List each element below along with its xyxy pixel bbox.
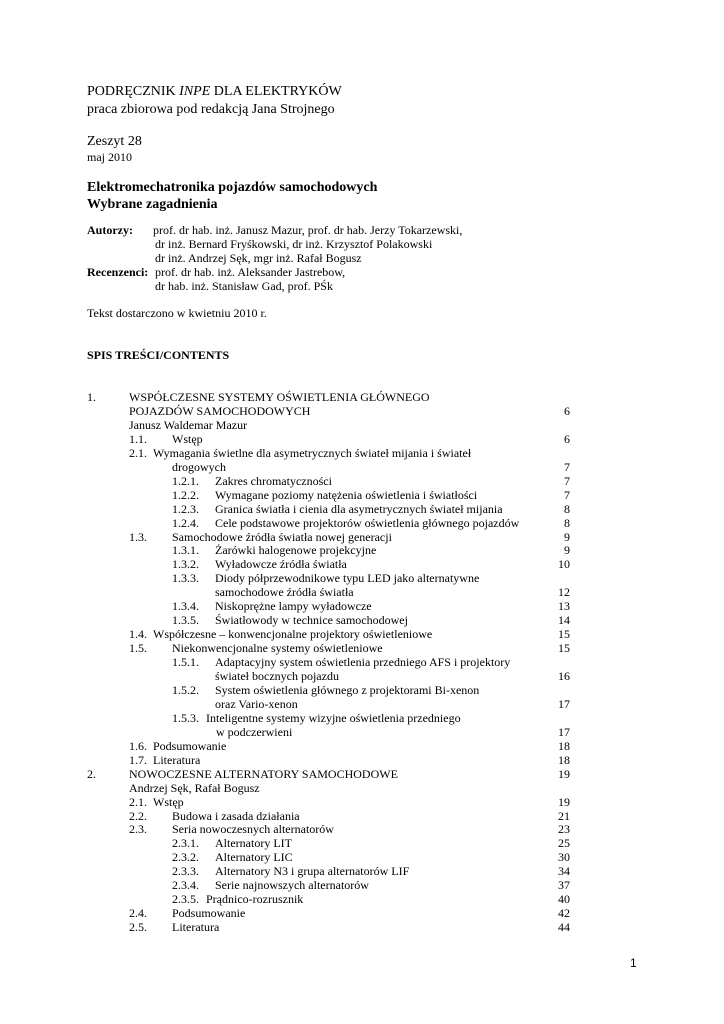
toc-entry-title: Granica światła i cienia dla asymetrycznych świateł mijania: [215, 501, 503, 516]
toc-entry-page: 18: [558, 752, 570, 767]
toc-entry-number: 1.2.3.: [172, 501, 199, 516]
toc-entry-title: Adaptacyjny system oświetlenia przedniego AFS i projektory: [215, 655, 511, 670]
toc-entry: [0, 432, 724, 446]
toc-entry-number: 1.2.1.: [172, 473, 199, 488]
toc-entry-number: 1.3.5.: [172, 613, 199, 628]
toc-entry-number: 2.3.: [129, 822, 147, 837]
toc-entry-number: 1.6.: [129, 738, 147, 753]
toc-entry: [0, 627, 724, 641]
document-title: Elektromechatronika pojazdów samochodowych: [87, 180, 378, 195]
toc-entry-number: 1.4.: [129, 627, 147, 642]
toc-entry: [0, 725, 724, 739]
toc-entry-number: 2.1.: [129, 794, 147, 809]
toc-entry-title: Wymagane poziomy natężenia oświetlenia i światłości: [215, 487, 478, 502]
toc-entry: [0, 613, 724, 627]
toc-entry-title: Podsumowanie: [153, 738, 227, 753]
toc-entry-number: 1.1.: [129, 431, 147, 446]
toc-entry-page: 15: [558, 627, 570, 642]
toc-entry-number: 1.3.2.: [172, 557, 199, 572]
toc-entry-page: 10: [558, 557, 570, 572]
toc-entry-page: 42: [558, 906, 570, 921]
toc-entry-page: 7: [564, 459, 570, 474]
toc-entry-page: 17: [558, 724, 570, 739]
series-title-part: PODRĘCZNIK: [87, 84, 180, 99]
toc-entry: [0, 404, 724, 418]
toc-entry-number: 1.5.2.: [172, 682, 199, 697]
toc-entry: [0, 418, 724, 432]
toc-entry: [0, 488, 724, 502]
toc-entry: [0, 530, 724, 544]
toc-entry-page: 25: [558, 836, 570, 851]
toc-entry: [0, 557, 724, 571]
toc-entry: [0, 836, 724, 850]
toc-entry: [0, 446, 724, 460]
toc-heading: SPIS TREŚCI/CONTENTS: [87, 348, 230, 362]
toc-entry: [0, 641, 724, 655]
toc-entry-title: Literatura: [172, 920, 220, 935]
toc-entry: [0, 683, 724, 697]
toc-entry-title: Wymagania świetlne dla asymetrycznych świateł mijania i świateł: [153, 445, 472, 460]
toc-entry: [0, 850, 724, 864]
toc-entry-page: 44: [558, 920, 570, 935]
toc-entry-page: 21: [558, 808, 570, 823]
toc-entry-title: Literatura: [153, 752, 201, 767]
toc-entry-page: 9: [564, 543, 570, 558]
issue-date: maj 2010: [87, 150, 132, 164]
toc-entry-page: 12: [558, 585, 570, 600]
toc-entry: [0, 655, 724, 669]
delivery-note: Tekst dostarczono w kwietniu 2010 r.: [87, 306, 267, 320]
toc-entry: [0, 390, 724, 404]
toc-entry-number: 1.7.: [129, 752, 147, 767]
document-subtitle: Wybrane zagadnienia: [87, 197, 218, 212]
toc-entry-title: Andrzej Sęk, Rafał Bogusz: [129, 780, 260, 795]
toc-entry-title: Współczesne – konwencjonalne projektory oświetleniowe: [153, 627, 433, 642]
toc-entry: [0, 864, 724, 878]
toc-entry-title: Serie najnowszych alternatorów: [215, 878, 369, 893]
series-title-part: DLA ELEKTRYKÓW: [210, 84, 342, 99]
toc-entry: [0, 906, 724, 920]
toc-entry-page: 19: [558, 794, 570, 809]
toc-entry-title: Diody półprzewodnikowe typu LED jako alternatywne: [215, 571, 480, 586]
toc-entry-number: 1.2.2.: [172, 487, 199, 502]
toc-entry-number: 2.1.: [129, 445, 147, 460]
toc-entry-page: 23: [558, 822, 570, 837]
toc-entry-page: 19: [558, 766, 570, 781]
toc-entry-number: 1.5.: [129, 641, 147, 656]
toc-entry-title: System oświetlenia głównego z projektorami Bi-xenon: [215, 682, 480, 697]
toc-entry-title: Alternatory LIT: [215, 836, 292, 851]
authors-line: dr inż. Bernard Fryśkowski, dr inż. Krzysztof Polakowski: [155, 237, 433, 251]
toc-entry-page: 15: [558, 641, 570, 656]
toc-entry: [0, 599, 724, 613]
toc-entry-title: Żarówki halogenowe projekcyjne: [215, 543, 377, 558]
toc-entry-number: 1.3.: [129, 529, 147, 544]
toc-entry-title: świateł bocznych pojazdu: [215, 669, 339, 683]
editor-line: praca zbiorowa pod redakcją Jana Strojnego: [87, 102, 335, 117]
toc-entry-title: Światłowody w technice samochodowej: [215, 613, 408, 628]
toc-entry-title: Podsumowanie: [172, 906, 246, 921]
reviewers-line: dr hab. inż. Stanisław Gad, prof. PŚk: [155, 279, 333, 293]
page-number: 1: [630, 956, 637, 970]
toc-entry-title: Alternatory N3 i grupa alternatorów LIF: [215, 864, 410, 879]
authors-label: Autorzy:: [87, 223, 133, 237]
toc-entry: [0, 781, 724, 795]
toc-entry-page: 7: [564, 473, 570, 488]
toc-entry-title: oraz Vario-xenon: [215, 696, 298, 711]
toc-entry-number: 1.5.3.: [172, 710, 199, 725]
toc-entry-title: Samochodowe źródła światła nowej generacji: [172, 529, 392, 544]
toc-entry-page: 14: [558, 613, 570, 628]
toc-entry: [0, 822, 724, 836]
toc-entry-number: 2.3.3.: [172, 864, 199, 879]
toc-entry: [0, 697, 724, 711]
toc-entry-page: 8: [564, 501, 570, 516]
toc-entry-title: samochodowe źródła światła: [215, 585, 354, 600]
toc-entry-title: Wyładowcze źródła światła: [215, 557, 347, 572]
toc-entry-number: 2.5.: [129, 920, 147, 935]
toc-entry-number: 1.3.4.: [172, 599, 199, 614]
toc-entry-title: Niekonwencjonalne systemy oświetleniowe: [172, 641, 383, 656]
toc-entry-title: Budowa i zasada działania: [172, 808, 300, 823]
toc-entry-title: Zakres chromatyczności: [215, 473, 332, 488]
toc-entry-title: Prądnico-rozrusznik: [206, 892, 304, 907]
toc-entry-number: 1.3.3.: [172, 571, 199, 586]
toc-entry-page: 30: [558, 850, 570, 865]
toc-entry-title: Wstęp: [172, 431, 203, 446]
toc-entry-number: 2.: [87, 766, 96, 781]
toc-entry: [0, 878, 724, 892]
toc-entry: [0, 585, 724, 599]
toc-entry: [0, 795, 724, 809]
toc-entry-title: Inteligentne systemy wizyjne oświetlenia przedniego: [206, 710, 461, 725]
toc-entry-title: w podczerwieni: [216, 724, 293, 739]
toc-entry-page: 37: [558, 878, 570, 893]
toc-entry-number: 2.3.4.: [172, 878, 199, 893]
toc-entry-title: Wstęp: [153, 794, 184, 809]
toc-entry: [0, 669, 724, 683]
toc-entry-number: 2.4.: [129, 906, 147, 921]
toc-entry-page: 34: [558, 864, 570, 879]
toc-entry: [0, 516, 724, 530]
toc-entry-number: 1.5.1.: [172, 655, 199, 670]
issue-number: Zeszyt 28: [87, 134, 142, 149]
series-title-italic: INPE: [179, 84, 211, 99]
toc-entry-number: 1.2.4.: [172, 515, 199, 530]
toc-entry-number: 1.: [87, 390, 96, 404]
toc-entry: [0, 753, 724, 767]
toc-entry-number: 1.3.1.: [172, 543, 199, 558]
toc-entry: [0, 543, 724, 557]
toc-entry: [0, 460, 724, 474]
toc-entry-title: Cele podstawowe projektorów oświetlenia głównego pojazdów: [215, 515, 520, 530]
toc-entry-title: Niskoprężne lampy wyładowcze: [215, 599, 372, 614]
toc-entry-title: WSPÓŁCZESNE SYSTEMY OŚWIETLENIA GŁÓWNEGO: [129, 390, 430, 404]
toc-entry: [0, 711, 724, 725]
toc-entry-title: NOWOCZESNE ALTERNATORY SAMOCHODOWE: [129, 766, 398, 781]
toc-entry-page: 40: [558, 892, 570, 907]
reviewers-label: Recenzenci:: [87, 265, 149, 279]
authors-line: prof. dr hab. inż. Janusz Mazur, prof. dr hab. Jerzy Tokarzewski,: [153, 223, 463, 237]
toc-entry: [0, 920, 724, 934]
toc-entry-title: POJAZDÓW SAMOCHODOWYCH: [129, 403, 311, 418]
toc-entry: [0, 739, 724, 753]
toc-entry-number: 2.3.5.: [172, 892, 199, 907]
toc-entry-page: 8: [564, 515, 570, 530]
toc-entry: [0, 502, 724, 516]
toc-entry-page: 16: [558, 669, 570, 683]
toc-entry: [0, 892, 724, 906]
toc-entry-number: 2.2.: [129, 808, 147, 823]
toc-entry-page: 9: [564, 529, 570, 544]
toc-entry-title: Janusz Waldemar Mazur: [129, 417, 248, 432]
toc-entry-title: Seria nowoczesnych alternatorów: [172, 822, 334, 837]
toc-entry-page: 6: [564, 403, 570, 418]
toc-entry-page: 13: [558, 599, 570, 614]
toc-entry: [0, 571, 724, 585]
toc-entry-page: 17: [558, 696, 570, 711]
toc-entry-number: 2.3.1.: [172, 836, 199, 851]
book-series-title: [87, 84, 342, 100]
toc-entry: [0, 474, 724, 488]
toc-entry-number: 2.3.2.: [172, 850, 199, 865]
toc-entry-page: 6: [564, 431, 570, 446]
toc-entry-page: 7: [564, 487, 570, 502]
authors-line: dr inż. Andrzej Sęk, mgr inż. Rafał Bogusz: [155, 251, 362, 265]
reviewers-line: prof. dr hab. inż. Aleksander Jastrebow,: [155, 265, 346, 279]
toc-entry: [0, 809, 724, 823]
toc-entry: [0, 767, 724, 781]
toc-entry-title: drogowych: [172, 459, 226, 474]
toc-entry-page: 18: [558, 738, 570, 753]
toc-entry-title: Alternatory LIC: [215, 850, 293, 865]
